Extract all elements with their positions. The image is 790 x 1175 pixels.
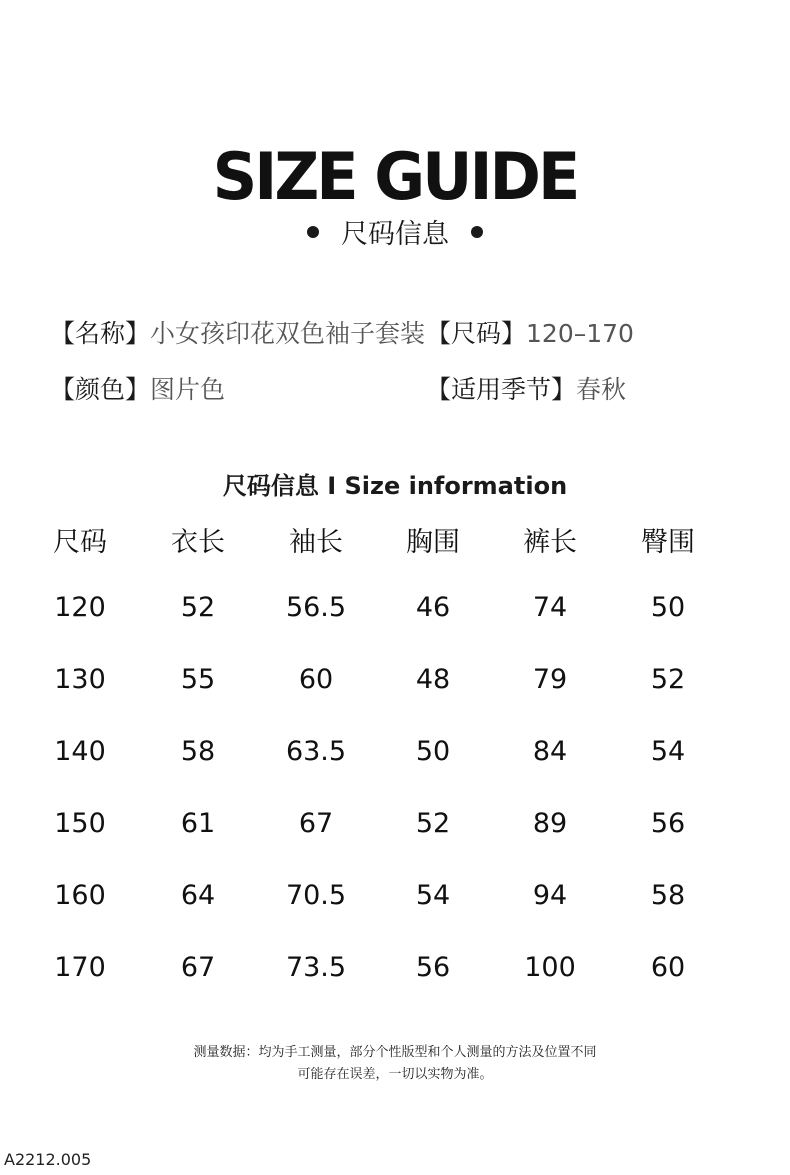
product-size-label: 【尺码】 xyxy=(426,319,527,348)
table-cell: 160 xyxy=(54,880,106,911)
product-season-value: 春秋 xyxy=(576,375,627,404)
bullet-dot-left xyxy=(307,226,319,238)
measurement-note-line-1: 测量数据：均为手工测量，部分个性版型和个人测量的方法及位置不同 xyxy=(193,1045,597,1060)
product-color-label: 【颜色】 xyxy=(50,375,151,404)
table-cell: 60 xyxy=(650,952,686,983)
table-cell: 73.5 xyxy=(285,952,347,983)
product-size-line xyxy=(426,314,634,350)
table-cell: 61 xyxy=(180,808,216,839)
column-header: 衣长 xyxy=(171,527,225,558)
column-header: 袖长 xyxy=(289,527,343,558)
table-row xyxy=(22,880,732,920)
size-guide-subtitle: 尺码信息 xyxy=(341,219,449,250)
table-cell: 130 xyxy=(54,664,106,695)
table-cell: 54 xyxy=(650,736,686,767)
column-header: 臀围 xyxy=(641,527,695,558)
column-header: 裤长 xyxy=(523,527,577,558)
table-cell: 89 xyxy=(532,808,568,839)
table-cell: 50 xyxy=(650,592,686,623)
table-row xyxy=(22,592,732,632)
table-cell: 55 xyxy=(180,664,216,695)
product-season-label: 【适用季节】 xyxy=(426,375,577,404)
table-cell: 56 xyxy=(650,808,686,839)
table-cell: 56 xyxy=(415,952,451,983)
table-cell: 48 xyxy=(415,664,451,695)
table-row xyxy=(22,736,732,776)
table-cell: 52 xyxy=(650,664,686,695)
product-size-value: 120–170 xyxy=(526,319,634,348)
table-cell: 63.5 xyxy=(285,736,347,767)
product-season-line xyxy=(426,370,626,406)
table-cell: 120 xyxy=(54,592,106,623)
size-table-heading: 尺码信息 I Size information xyxy=(222,472,568,500)
table-cell: 67 xyxy=(298,808,334,839)
product-code: A2212.005 xyxy=(4,1150,92,1169)
column-header: 尺码 xyxy=(53,527,107,558)
table-cell: 64 xyxy=(180,880,216,911)
table-cell: 140 xyxy=(54,736,106,767)
table-cell: 46 xyxy=(415,592,451,623)
table-cell: 56.5 xyxy=(285,592,347,623)
product-name-label: 【名称】 xyxy=(50,319,151,348)
table-cell: 54 xyxy=(415,880,451,911)
table-row xyxy=(22,952,732,992)
column-header: 胸围 xyxy=(406,527,460,558)
table-cell: 52 xyxy=(415,808,451,839)
table-cell: 50 xyxy=(415,736,451,767)
size-guide-title: SIZE GUIDE xyxy=(212,138,578,215)
table-cell: 100 xyxy=(524,952,576,983)
table-cell: 52 xyxy=(180,592,216,623)
table-cell: 94 xyxy=(532,880,568,911)
measurement-note-line-2: 可能存在误差，一切以实物为准。 xyxy=(297,1067,493,1082)
table-cell: 170 xyxy=(54,952,106,983)
bullet-dot-right xyxy=(471,226,483,238)
table-cell: 67 xyxy=(180,952,216,983)
product-name-line xyxy=(50,314,425,350)
table-cell: 74 xyxy=(532,592,568,623)
product-color-line xyxy=(50,370,225,406)
table-cell: 84 xyxy=(532,736,568,767)
table-cell: 58 xyxy=(180,736,216,767)
table-cell: 60 xyxy=(298,664,334,695)
table-cell: 70.5 xyxy=(285,880,347,911)
product-color-value: 图片色 xyxy=(150,375,226,404)
table-row xyxy=(22,664,732,704)
table-cell: 58 xyxy=(650,880,686,911)
table-header-row xyxy=(22,520,732,560)
table-cell: 150 xyxy=(54,808,106,839)
table-row xyxy=(22,808,732,848)
table-cell: 79 xyxy=(532,664,568,695)
size-guide-subtitle-row xyxy=(0,212,790,251)
product-name-value: 小女孩印花双色袖子套装 xyxy=(150,319,426,348)
